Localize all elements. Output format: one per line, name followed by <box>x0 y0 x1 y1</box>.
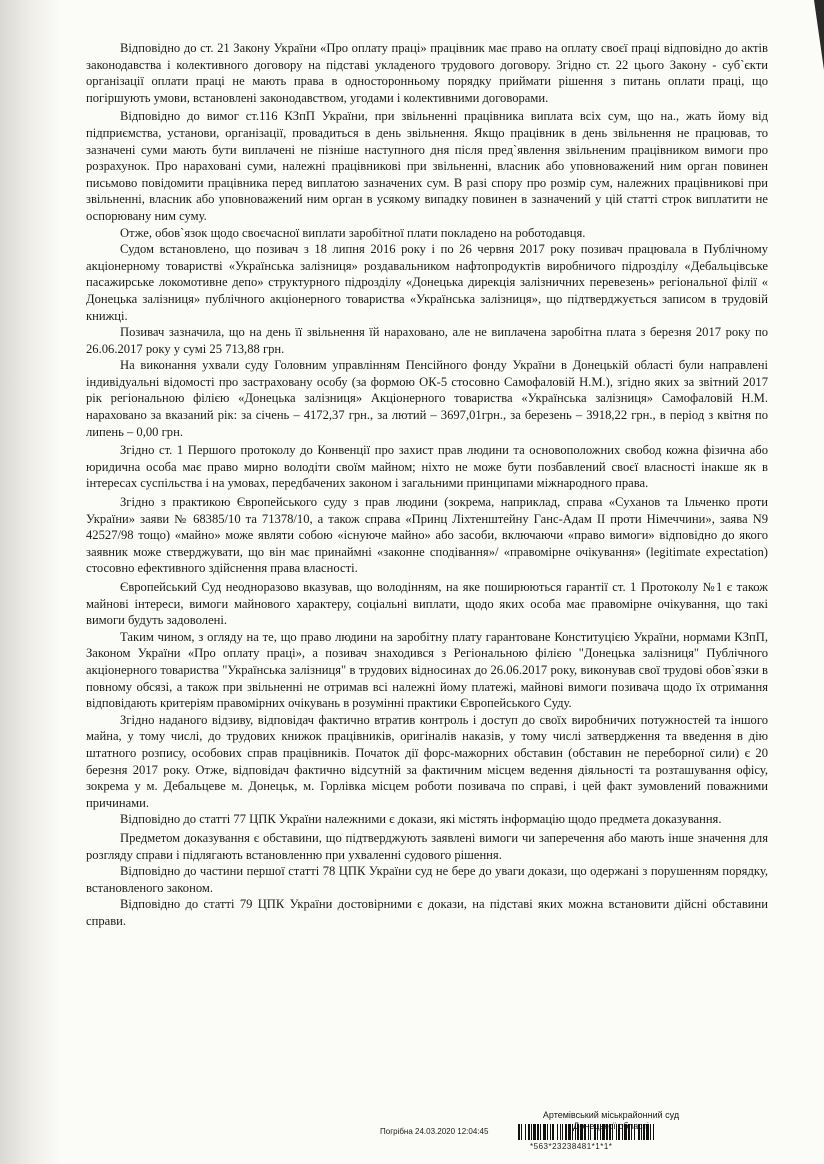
court-name-line1: Артемівський міськрайонний суд <box>542 1110 680 1120</box>
paragraph: Відповідно до вимог ст.116 КЗпП України, при звільненні працівника виплата всіх сум, що на., жать йому від підприємства, установи, організації, провадиться в день звільнення. Якщо працівник в день звільнення не працював, то зазначені суми мають бути виплачені не пізніше наступного дня після пред`явлення звільненим працівником вимоги про розрахунок. Про нараховані суми, належні працівникові при звільненні, власник або уповноважений ним орган повинен письмово повідомити працівника перед виплатою зазначених сум. В разі спору про розмір сум, належних працівникові при звільненні, власник або уповноважений ним орган в усякому випадку повинен в зазначений у цій статті строк виплатити не оспорювану ним суму. <box>86 109 768 223</box>
paragraph: Предметом доказування є обставини, що підтверджують заявлені вимоги чи заперечення або мають інше значення для розгляду справи і підлягають встановленню при ухваленні судового рішення. <box>86 830 768 862</box>
paragraph: Відповідно до частини першої статті 78 ЦПК України суд не бере до уваги докази, що одержані з порушенням порядку, встановленого законом. <box>86 864 768 895</box>
barcode-bar <box>654 1124 656 1140</box>
paragraph: Судом встановлено, що позивач з 18 липня 2016 року і по 26 червня 2017 року позивач працювала в Публічному акціонерному товаристві «Українська залізниця» роздавальником нафтопродуктів виробничого підрозділу «Дебальцівське пасажирське локомотивне депо» структурного підрозділу «Донецька дирекція залізничних перевезень» регіональної філії « Донецька залізниця» публічного акціонерного товариства «Українська залізниця», що підтверджується записом в трудовій книжці. <box>86 242 768 323</box>
barcode-number: *563*23238481*1*1* <box>530 1142 613 1151</box>
paragraph: Відповідно до статті 79 ЦПК України достовірними є докази, на підставі яких можна встановити дійсні обставини справи. <box>86 897 768 928</box>
paragraph: Європейський Суд неодноразово вказував, що володінням, на яке поширюються гарантії ст. 1 Протоколу №1 є також майнові інтереси, вимоги майнового характеру, соціальні виплати, щодо яких особа має правомірне очікування, що такі вимоги будуть задоволені. <box>86 580 768 628</box>
paragraph: Таким чином, з огляду на те, що право людини на заробітну плату гарантоване Конституцією України, нормами КЗпП, Законом України «Про оплату праці», а позивач знаходився з Регіональною філією "Донецька залізниця" Публічного акціонерного товариства "Українська залізниця" в трудових відносинах до 26.06.2017 року, виконував свої трудові обов`язки в повному обсязі, а також при звільненні не отримав всі належні йому платежі, майнові вимоги позивача щодо їх отримання відповідають критеріям правомірних очікувань в розумінні практики Європейського Суду. <box>86 629 768 711</box>
paragraph: Відповідно до ст. 21 Закону України «Про оплату праці» працівник має право на оплату своєї праці відповідно до актів законодавства і колективного договору на підставі укладеного трудового договору. Згідно ст. 22 цього Закону - суб`єкти організації оплати праці не мають права в односторонньому порядку приймати рішення з питань оплати праці, що погіршують умови, встановлені законодавством, угодами і колективними договорами. <box>86 41 768 105</box>
document-footer <box>380 1110 760 1158</box>
page-shadow-edge <box>0 0 60 1164</box>
paragraph: Позивач зазначила, що на день її звільнення їй нараховано, але не виплачена заробітна плата з березня 2017 року по 26.06.2017 року у сумі 25 713,88 грн. <box>86 325 768 356</box>
paragraph: Згідно з практикою Європейського суду з прав людини (зокрема, наприклад, справа «Суханов та Ільченко проти України» заяви № 68385/10 та 71378/10, а також справа «Принц Ліхтенштейну Ганс-Адам II проти Німеччини», заява N9 42527/98 тощо) «майно» може являти собою «існуюче майно» або засоби, включаючи «право вимоги» відповідно до якого заявник може стверджувати, що він має принаймні «законне сподівання»/ «правомірне очікування» (legitimate expectation) стосовно ефективного здійснення права власності. <box>86 495 768 576</box>
paragraph: Відповідно до статті 77 ЦПК України належними є докази, які містять інформацію щодо предмета доказування. <box>120 812 722 827</box>
document-body <box>86 40 768 929</box>
paragraph: Отже, обов`язок щодо своєчасної виплати заробітної плати покладено на роботодавця. <box>120 225 586 240</box>
barcode <box>518 1124 762 1140</box>
signature-timestamp: Погрібна 24.03.2020 12:04:45 <box>380 1127 489 1136</box>
paragraph: Згідно ст. 1 Першого протоколу до Конвенції про захист прав людини та основоположних свобод кожна фізична або юридична особа має право мирно володіти своїм майном; ніхто не може бути позбавлений своєї власності інакше як в інтересах суспільства і на умовах, передбачених законом і загальними принципами міжнародного права. <box>86 443 768 491</box>
paragraph: Згідно наданого відзиву, відповідач фактично втратив контроль і доступ до своїх виробничих потужностей та іншого майна, у тому числі, до трудових книжок працівників, оригіналів наказів, у тому числі затвердження та введення в дію штатного розпису, особових справ працівників. Початок дії форс-мажорних обставин (обставин не переборної сили) є 20 березня 2017 року. Отже, відповідач фактично відсутній за фактичним місцем ведення діяльності та розташування офісу, зокрема у м. Дебальцеве м. Донецьк, м. Горлівка місцем роботи позивача по справі, і цей факт зумовлений поважними причинами. <box>86 712 768 810</box>
paragraph: На виконання ухвали суду Головним управлінням Пенсійного фонду України в Донецькій області були направлені індивідуальні відомості про застраховану особу (за формою ОК-5 стосовно Самофаловій Н.М.), згідно яких за звітний 2017 рік регіональною філією «Донецька залізниця» Акціонерного товариства «Українська залізниця» Самофаловій Н.М. нараховано за вказаний рік: за січень – 4172,37 грн., за лютий – 3697,01грн., за березень – 3918,22 грн., в період з квітня по липень – 0,00 грн. <box>86 358 768 439</box>
scan-corner-mark <box>814 0 824 70</box>
